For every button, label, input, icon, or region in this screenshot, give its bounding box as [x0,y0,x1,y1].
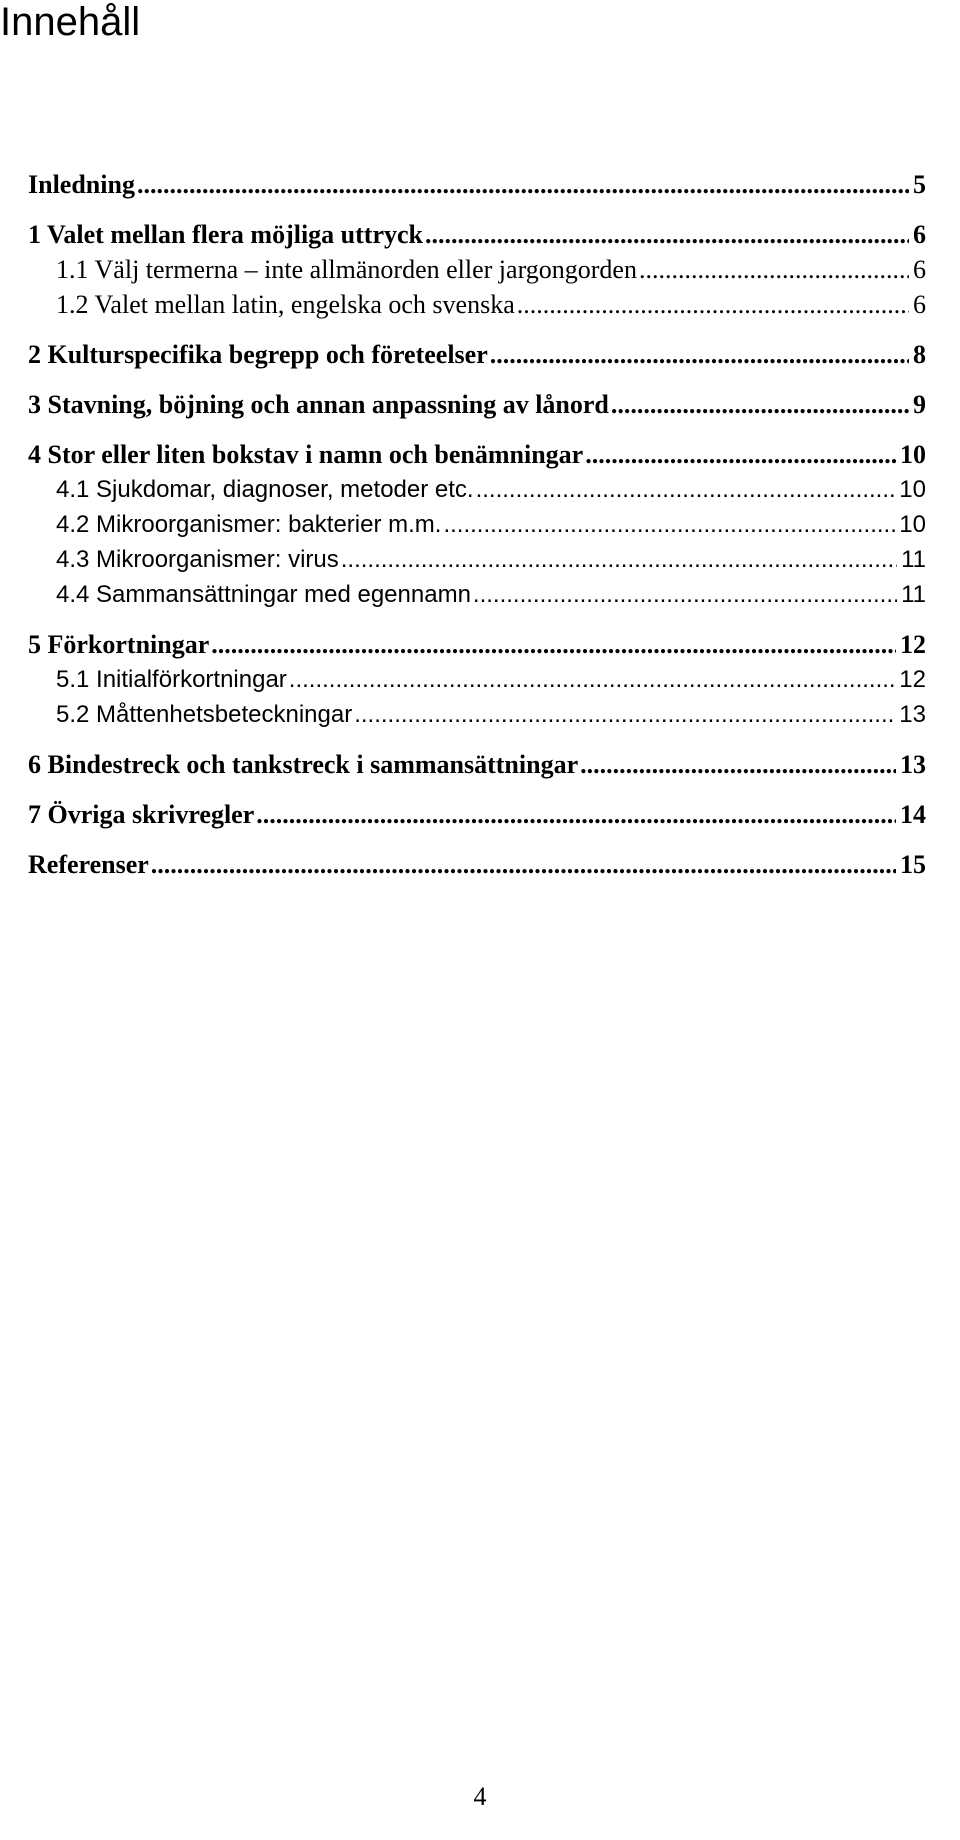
toc-dot-leader [490,338,909,372]
toc-entry-label: 1.1 Välj termerna – inte allmänorden eller jargongorden [56,255,637,284]
toc-entry-section-4-1[interactable] [28,473,926,507]
toc-entry-page: 6 [913,255,926,284]
toc-entry-label: 7 Övriga skrivregler [28,800,255,829]
toc-entry-section-4-4[interactable] [28,578,926,612]
toc-entry-section-1-1[interactable] [28,253,926,287]
toc-entry-label: 4.1 Sjukdomar, diagnoser, metoder etc. [56,476,474,503]
toc-entry-label: 5.2 Måttenhetsbeteckningar [56,701,353,728]
toc-entry-label: 4.2 Mikroorganismer: bakterier m.m. [56,511,442,538]
page-title: Innehåll [0,0,141,44]
toc-entry-label: 5 Förkortningar [28,630,210,659]
toc-entry-page: 15 [900,850,926,879]
toc-entry-chapter-4[interactable] [28,438,926,472]
toc-entry-page: 10 [900,440,926,469]
table-of-contents [28,0,926,1000]
toc-dot-leader [289,663,896,697]
toc-dot-leader [425,218,909,252]
toc-entry-section-4-3[interactable] [28,543,926,577]
toc-entry-page: 13 [899,701,926,728]
toc-dot-leader [580,748,896,782]
toc-entry-page: 6 [913,290,926,319]
toc-entry-page: 6 [913,220,926,249]
toc-dot-leader [211,628,896,662]
toc-entry-label: 3 Stavning, böjning och annan anpassning av lånord [28,390,609,419]
toc-entry-section-5-1[interactable] [28,663,926,697]
toc-entry-label: Referenser [28,850,149,879]
toc-entry-chapter-5[interactable] [28,628,926,662]
toc-dot-leader [611,388,909,422]
toc-entry-page: 10 [899,511,926,538]
toc-dot-leader [639,253,909,287]
toc-entry-label: 4.4 Sammansättningar med egennamn [56,581,471,608]
toc-dot-leader [443,508,895,542]
toc-entry-label: 1 Valet mellan flera möjliga uttryck [28,220,423,249]
toc-dot-leader [585,438,896,472]
toc-dot-leader [473,578,897,612]
toc-entry-label: Inledning [28,170,135,199]
toc-dot-leader [476,473,896,507]
toc-entry-label: 1.2 Valet mellan latin, engelska och svenska [56,290,515,319]
toc-entry-page: 13 [900,750,926,779]
toc-dot-leader [137,168,909,202]
toc-entry-label: 6 Bindestreck och tankstreck i sammansättningar [28,750,579,779]
toc-dot-leader [354,698,895,732]
toc-entry-chapter-3[interactable] [28,388,926,422]
toc-entry-page: 12 [899,666,926,693]
toc-entry-inledning[interactable] [28,168,926,202]
toc-entry-page: 14 [900,800,926,829]
toc-entry-chapter-7[interactable] [28,798,926,832]
toc-dot-leader [341,543,897,577]
toc-entry-chapter-2[interactable] [28,338,926,372]
toc-dot-leader [517,288,909,322]
toc-entry-section-4-2[interactable] [28,508,926,542]
toc-entry-page: 9 [913,390,926,419]
toc-entry-page: 11 [901,581,926,608]
toc-entry-section-1-2[interactable] [28,288,926,322]
toc-entry-referenser[interactable] [28,848,926,882]
toc-dot-leader [256,798,896,832]
toc-entry-page: 8 [913,340,926,369]
toc-entry-label: 4 Stor eller liten bokstav i namn och benämningar [28,440,584,469]
toc-entry-page: 5 [913,170,926,199]
toc-entry-label: 2 Kulturspecifika begrepp och företeelser [28,340,488,369]
toc-entry-label: 4.3 Mikroorganismer: virus [56,546,339,573]
toc-entry-label: 5.1 Initialförkortningar [56,666,287,693]
toc-entry-chapter-6[interactable] [28,748,926,782]
page-number: 4 [473,1782,487,1811]
toc-entry-section-5-2[interactable] [28,698,926,732]
toc-entry-page: 11 [901,546,926,573]
toc-entry-page: 12 [900,630,926,659]
toc-entry-page: 10 [899,476,926,503]
toc-entry-chapter-1[interactable] [28,218,926,252]
toc-dot-leader [151,848,896,882]
